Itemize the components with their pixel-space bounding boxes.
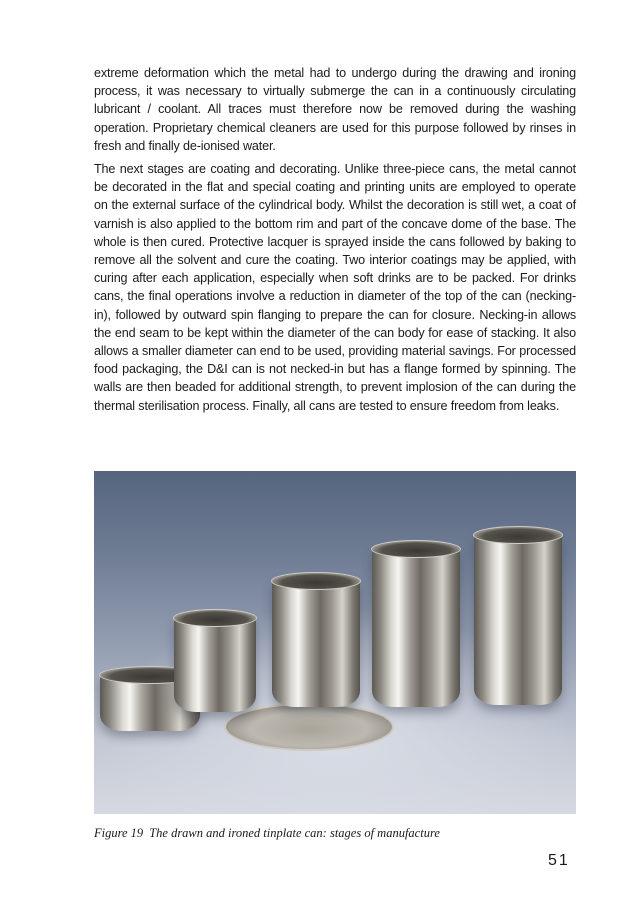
figure-caption-text: The drawn and ironed tinplate can: stages of manufacture bbox=[149, 826, 440, 840]
page-number: 51 bbox=[548, 852, 570, 869]
can-stage-3 bbox=[272, 579, 360, 707]
figure-photo-cans bbox=[94, 471, 576, 814]
can-stage-2 bbox=[174, 616, 256, 712]
can-stage-tray bbox=[224, 703, 394, 771]
figure-label: Figure 19 bbox=[94, 826, 144, 840]
body-paragraph-1: extreme deformation which the metal had to undergo during the drawing and ironing process, it was necessary to virtually submerge the can in a continuously circulating lubricant / coolant. All traces must therefore now be removed during the washing operation. Proprietary chemical cleaners are used for this purpose followed by rinses in fresh and finally de-ionised water. bbox=[94, 66, 576, 153]
body-paragraph-2: The next stages are coating and decorating. Unlike three-piece cans, the metal cannot be decorated in the flat and special coating and printing units are employed to operate on the external surface of the cylindrical body. Whilst the decoration is still wet, a coat of varnish is also applied to the bottom rim and part of the concave dome of the base. The whole is then cured. Protective lacquer is sprayed inside the cans followed by baking to remove all the solvent and cure the coating. Two interior coatings may be applied, with curing after each application, especially when soft drinks are to be packed. For drinks cans, the final operations involve a reduction in diameter of the top of the can (necking-in), followed by outward spin flanging to prepare the can for closure. Necking-in allows the end seam to be kept within the diameter of the can body for ease of stacking. It also allows a smaller diameter can end to be used, providing material savings. For processed food packaging, the D&I can is not necked-in but has a flange formed by spinning. The walls are then beaded for additional strength, to prevent implosion of the can during the thermal sterilisation process. Finally, all cans are tested to ensure freedom from leaks. bbox=[94, 162, 576, 413]
can-stage-5 bbox=[474, 533, 562, 705]
can-stage-4 bbox=[372, 547, 460, 707]
figure-caption bbox=[94, 826, 440, 841]
